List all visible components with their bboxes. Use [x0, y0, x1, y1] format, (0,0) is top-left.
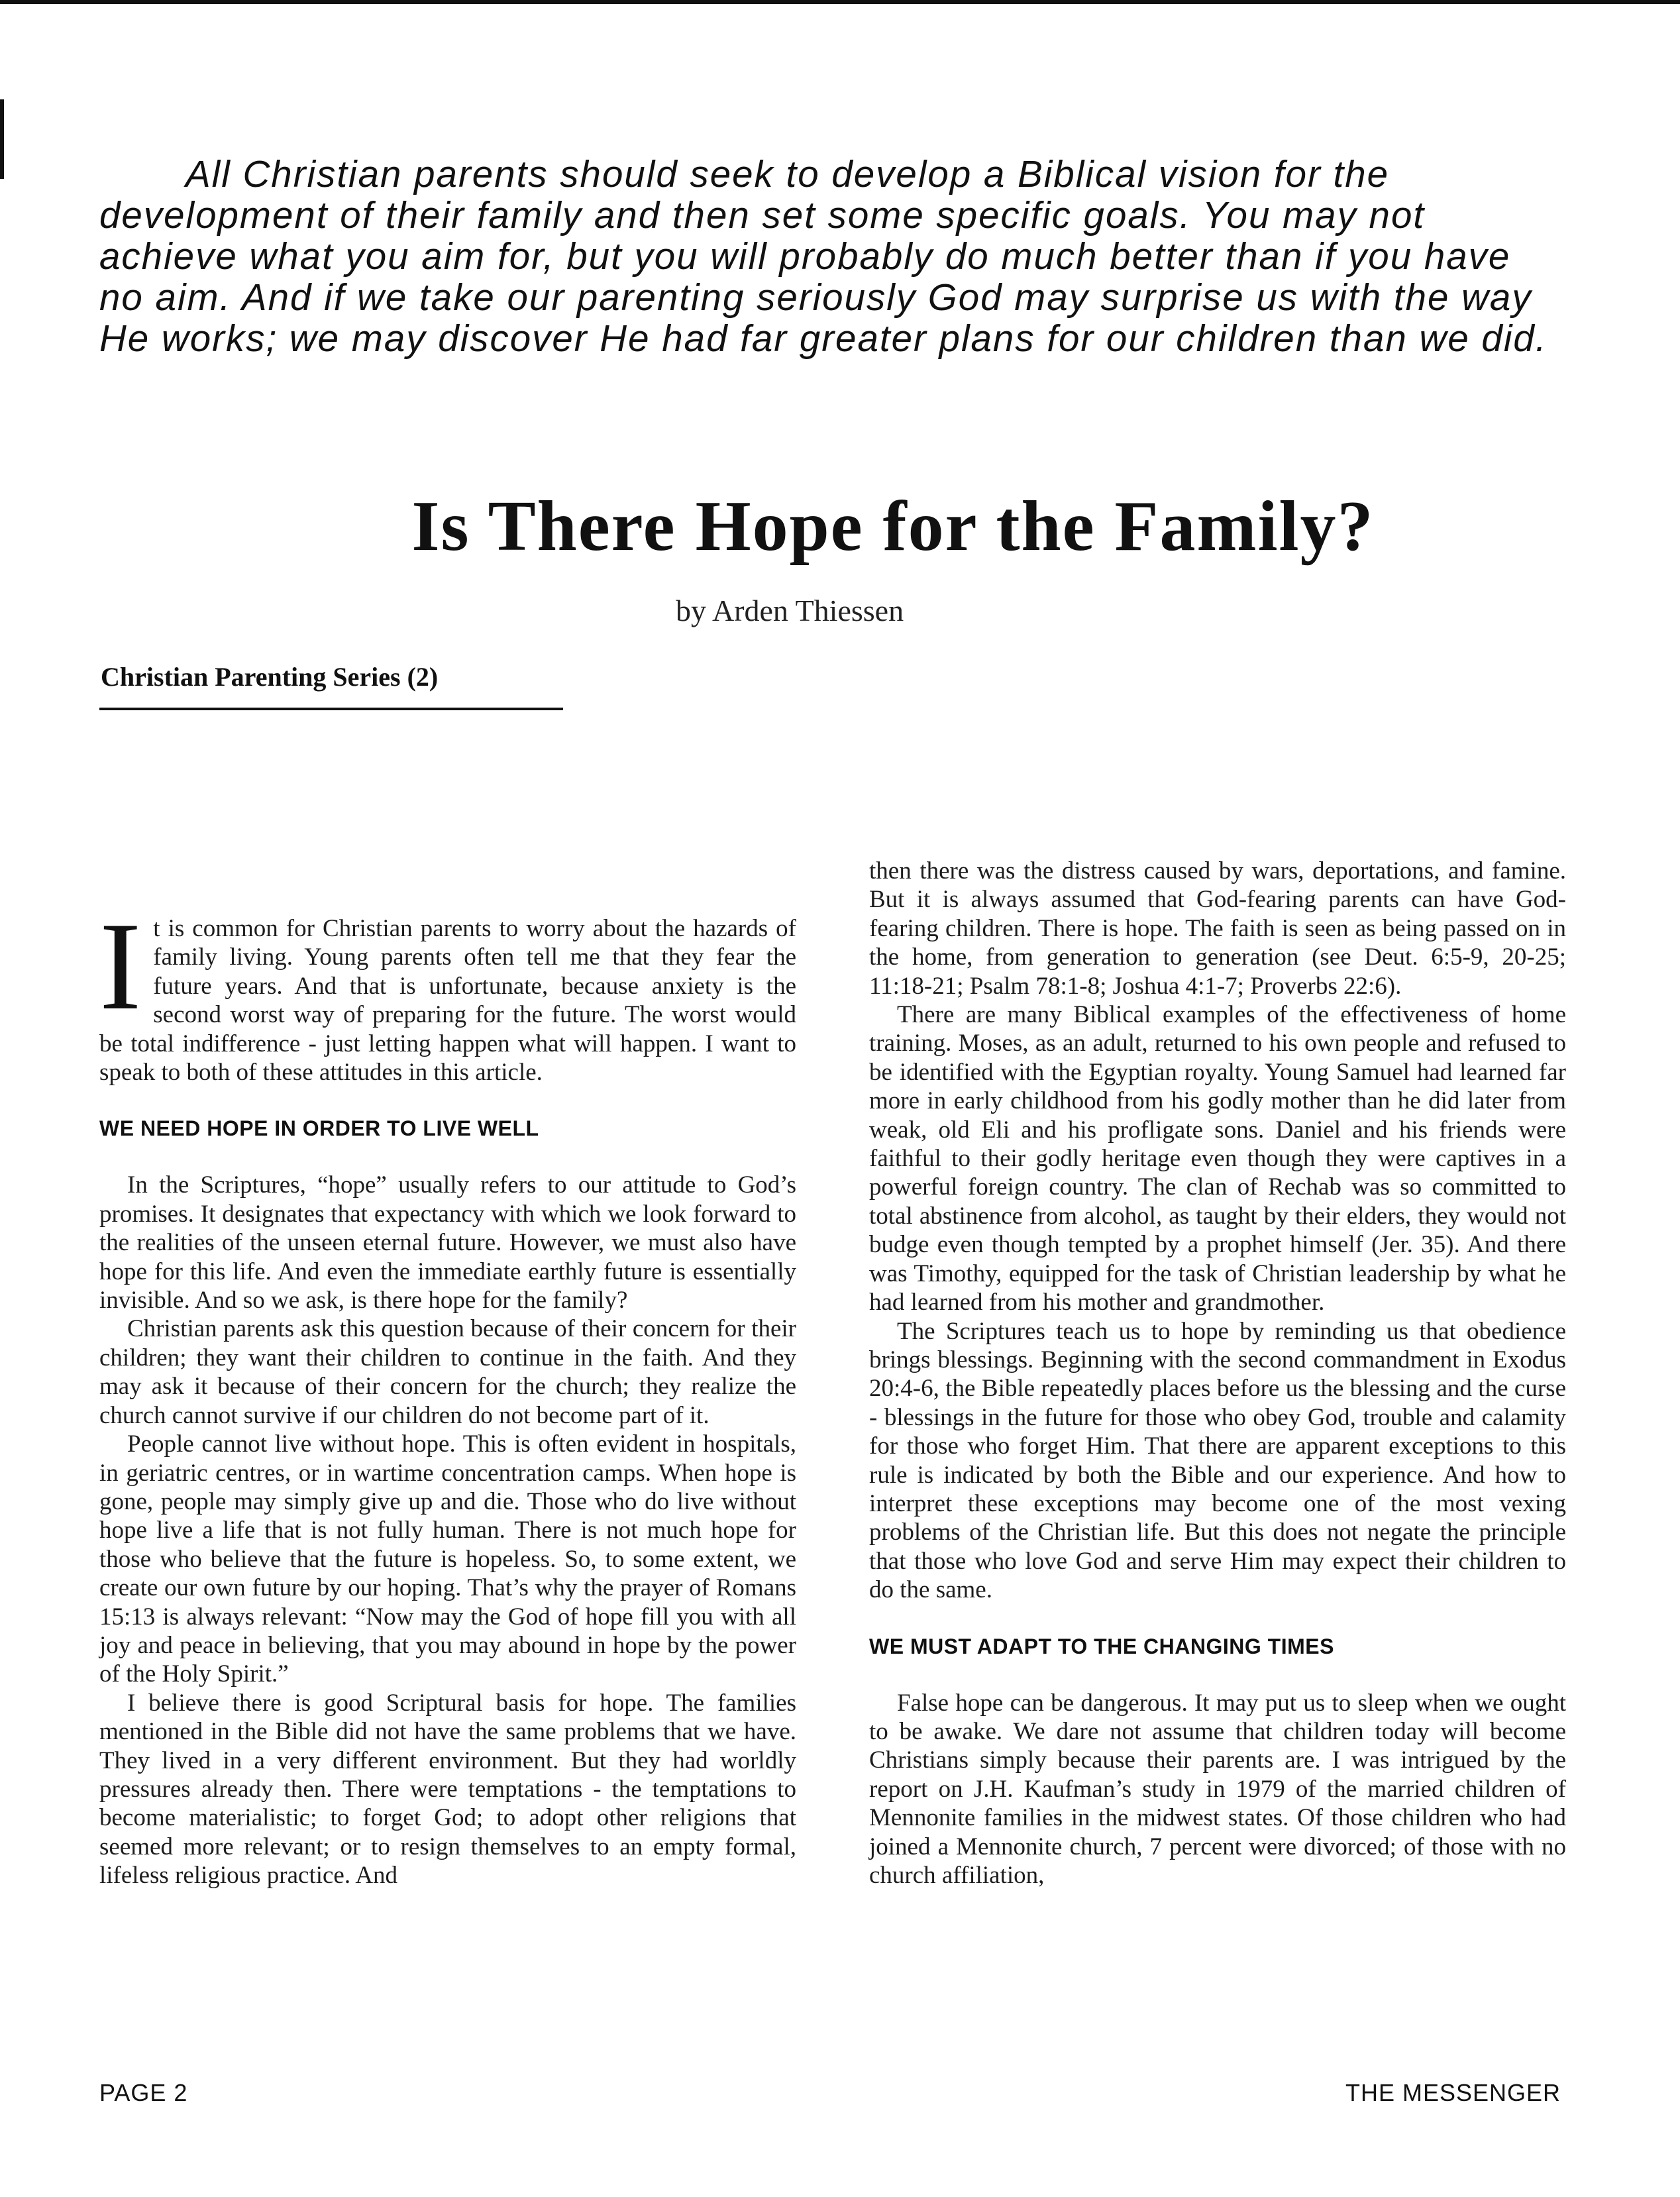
- paragraph: I believe there is good Scriptural basis for hope. The families mentioned in the Bible did not have the same problems that we have. They lived in a very different environment. But they had worldly pressures already then. There were temptations - the temptations to become materialistic; to forget God; to adopt other religions that seemed more relevant; or to resign themselves to an empty formal, lifeless religious practice. And: [99, 1689, 796, 1890]
- right-column: [869, 857, 1566, 1890]
- paragraph-continued: then there was the distress caused by wars, deportations, and famine. But it is always assumed that God-fearing parents can have God-fearing children. There is hope. The faith is seen as being passed on in the home, from generation to generation (see Deut. 6:5-9, 20-25; 11:18-21; Psalm 78:1-8; Joshua 4:1-7; Proverbs 22:6).: [869, 857, 1566, 1000]
- paragraph: Christian parents ask this question because of their concern for their children; they want their children to continue in the faith. And they may ask it because of their concern for the church; they realize the church cannot survive if our children do not become part of it.: [99, 1315, 796, 1429]
- scan-edge-top: [0, 0, 1680, 4]
- series-underline: [99, 708, 563, 710]
- section-heading-adapt: WE MUST ADAPT TO THE CHANGING TIMES: [869, 1634, 1334, 1658]
- paragraph: There are many Biblical examples of the effectiveness of home training. Moses, as an adult, returned to his own people and refused to be identified with the Egyptian royalty. Young Samuel had learned far more in early childhood from his godly mother than he did later from weak, old Eli and his profligate sons. Daniel and his friends were faithful to their godly heritage even though they were captives in a powerful foreign country. The clan of Rechab was so committed to total abstinence from alcohol, as taught by their elders, they would not budge even though tempted by a prophet himself (Jer. 35). And there was Timothy, equipped for the task of Christian leadership by what he had learned from his mother and grandmother.: [869, 1001, 1566, 1316]
- article-byline: by Arden Thiessen: [676, 594, 904, 627]
- left-column: [99, 897, 796, 1890]
- paragraph: False hope can be dangerous. It may put us to sleep when we ought to be awake. We dare not assume that children today will become Christians simply because their parents are. I was intrigued by the report on J.H. Kaufman’s study in 1979 of the married children of Mennonite families in the midwest states. Of those children who had joined a Mennonite church, 7 percent were divorced; of those with no church affiliation,: [869, 1689, 1566, 1889]
- section-heading-hope: WE NEED HOPE IN ORDER TO LIVE WELL: [99, 1116, 539, 1141]
- paragraph: In the Scriptures, “hope” usually refers to our attitude to God’s promises. It designates that expectancy with which we look forward to the realities of the unseen eternal future. However, we must also have hope for this life. And even the immediate earthly future is essentially invisible. And so we ask, is there hope for the family?: [99, 1171, 796, 1314]
- drop-cap: I: [99, 897, 142, 1036]
- article-title: Is There Hope for the Family?: [411, 487, 1375, 566]
- paragraph: The Scriptures teach us to hope by reminding us that obedience brings blessings. Beginning with the second commandment in Exodus 20:4-6, the Bible repeatedly places before us the blessing and the curse - blessings in the future for those who obey God, trouble and calamity for those who forget Him. That there are apparent exceptions to this rule is indicated by both the Bible and our experience. And how to interpret these exceptions may become one of the most vexing problems of the Christian life. But this does not negate the principle that those who love God and serve Him may expect their children to do the same.: [869, 1317, 1566, 1604]
- page-number: PAGE 2: [99, 2079, 188, 2106]
- paragraph: People cannot live without hope. This is often evident in hospitals, in geriatric centres, or in wartime concentration camps. When hope is gone, people may simply give up and die. Those who do live without hope live a life that is not fully human. There is not much hope for those who believe that the future is hopeless. So, to some extent, we create our own future by our hoping. That’s why the prayer of Romans 15:13 is always relevant: “Now may the God of hope fill you with all joy and peace in believing, that you may abound in hope by the power of the Holy Spirit.”: [99, 1430, 796, 1688]
- lead-paragraph: [99, 897, 796, 1087]
- lead-text: t is common for Christian parents to worry about the hazards of family living. Young parents often tell me that they fear the future years. And that is unfortunate, because anxiety is the second worst way of preparing for the future. The worst would be total indifference - just letting happen what will happen. I want to speak to both of these attitudes in this article.: [99, 915, 796, 1087]
- scan-edge-left: [0, 99, 4, 179]
- pull-quote: All Christian parents should seek to develop a Biblical vision for the development of their family and then set some specific goals. You may not achieve what you aim for, but you will probably do much better than if you have no aim. And if we take our parenting seriously God may surprise us with the way He works; we may discover He had far greater plans for our children than we did.: [99, 153, 1548, 359]
- series-label: Christian Parenting Series (2): [101, 662, 439, 692]
- publication-name: THE MESSENGER: [1345, 2079, 1561, 2106]
